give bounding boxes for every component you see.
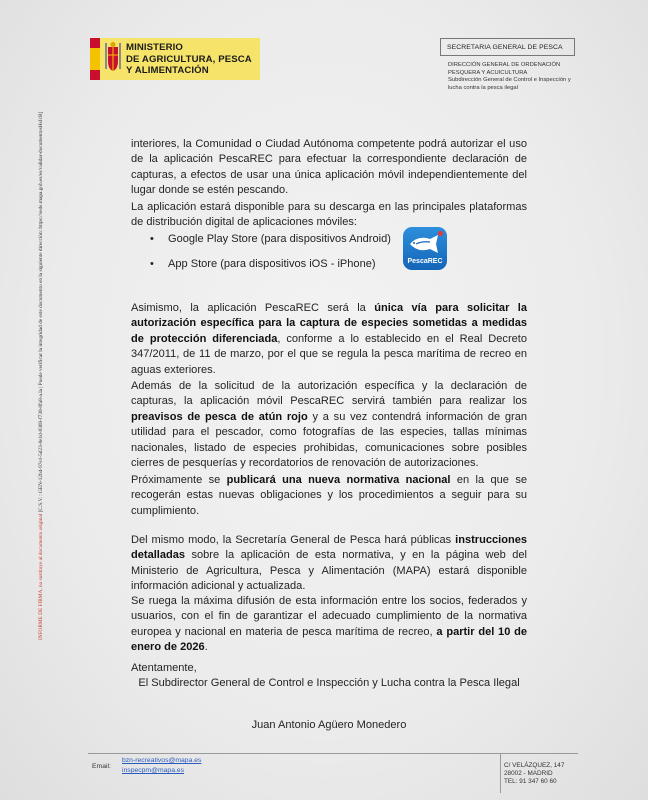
footer-divider <box>88 753 578 754</box>
side-note-black: C.S.V. : GEN-12b4-97e1-5d23-8e1d-8369-f730-8fa8-a.la | Puede verificar la integridad de este documento en la siguiente dirección: https://sede.mapa.gob.es/es/validar-documentos <box>38 127 44 511</box>
tuna-fish-icon <box>408 233 442 255</box>
secretaria-box: SECRETARIA GENERAL DE PESCA <box>440 38 575 56</box>
ministry-logo <box>90 38 260 80</box>
direccion-block: DIRECCIÓN GENERAL DE ORDENACIÓN PESQUERA Y ACUICULTURA Subdirección General de Control e Inspección y lucha contra la pesca ilegal <box>448 62 571 91</box>
ministry-name: MINISTERIO DE AGRICULTURA, PESCA Y ALIMENTACIÓN <box>126 42 252 76</box>
side-note-red: INFORME DE FIRMA, no sustituye al documento original <box>38 513 44 640</box>
email-link-1[interactable]: bzn-recreativos@mapa.es <box>122 757 202 764</box>
signature-title: El Subdirector General de Control e Inspección y Lucha contra la Pesca Ilegal <box>138 677 520 689</box>
footer-vertical-divider <box>500 753 501 793</box>
signature-name: Juan Antonio Agüero Monedero <box>251 719 407 731</box>
email-link-2[interactable]: inspecpm@mapa.es <box>122 767 185 774</box>
coat-of-arms-icon <box>104 41 122 75</box>
pescarec-app-icon <box>403 227 447 270</box>
bullet-icon: • <box>150 233 154 245</box>
spain-flag-icon <box>90 38 100 80</box>
paragraph-4: Además de la solicitud de la autorización específica y la declaración de capturas, la aplicación móvil PescaREC servirá también para realizar los preavisos de pesca de atún rojo y a su vez contendrá información de gran utilidad para el pescador, como fotografías de las especies, tallas mínimas nacionales, listado de especies prohibidas, comunicaciones sobre posibles cierres de pesquerías y recordatorios de renovación de autorizaciones. <box>131 380 527 470</box>
paragraph-3: Asimismo, la aplicación PescaREC será la única vía para solicitar la autorización específica para la captura de especies sometidas a medidas de protección diferenciada, conforme a lo establecido en el Real Decreto 347/2011, de 11 de marzo, por el que se regula la pesca marítima de recreo en aguas exteriores. <box>131 302 527 376</box>
app-icon-label: PescaREC <box>407 258 443 265</box>
paragraph-7: Se ruega la máxima difusión de esta información entre los socios, federados y usuarios, con el fin de garantizar el adecuado cumplimiento de la normativa europea y nacional en materia de pesca marítima de recreo, a partir del 10 de enero de 2026. <box>131 595 527 654</box>
side-note-tail: HsJcR <box>38 113 44 128</box>
closing: Atentamente, <box>131 662 197 675</box>
store-list <box>150 226 410 272</box>
email-label: Email: <box>92 763 111 770</box>
footer-address: C/ VELÁZQUEZ, 147 28002 - MADRID TEL: 91 347 60 60 <box>504 762 565 786</box>
paragraph-2: La aplicación estará disponible para su descarga en las principales plataformas de distribución digital de aplicaciones móviles: <box>131 201 527 229</box>
list-item: • Google Play Store (para dispositivos Android) <box>150 233 391 245</box>
paragraph-1: interiores, la Comunidad o Ciudad Autónoma competente podrá autorizar el uso de la aplicación PescaREC para efectuar la correspondiente declaración de capturas, a efectos de usar una única aplicación móvil independientemente del lugar donde se estén pescando. <box>131 138 527 197</box>
bullet-icon: • <box>150 258 154 270</box>
list-item: • App Store (para dispositivos iOS - iPhone) <box>150 258 376 270</box>
paragraph-6: Del mismo modo, la Secretaría General de Pesca hará públicas instrucciones detalladas sobre la aplicación de esta normativa, y en la página web del Ministerio de Agricultura, Pesca y Alimentación (MAPA) estará disponible información adicional y actualizada. <box>131 534 527 593</box>
paragraph-5: Próximamente se publicará una nueva normativa nacional en la que se recogerán estas nuevas obligaciones y los procedimientos a seguir para su cumplimiento. <box>131 474 527 517</box>
side-validation-note: INFORME DE FIRMA, no sustituye al documento original [C.S.V. : GEN-12b4-97e1-5d23-8e1d-8369-f730-8fa8-a.la | Puede verificar la integridad de este documento en la siguiente dirección: https://sede.mapa.gob.es/es/validar-documentosHsJcR] <box>38 111 44 640</box>
